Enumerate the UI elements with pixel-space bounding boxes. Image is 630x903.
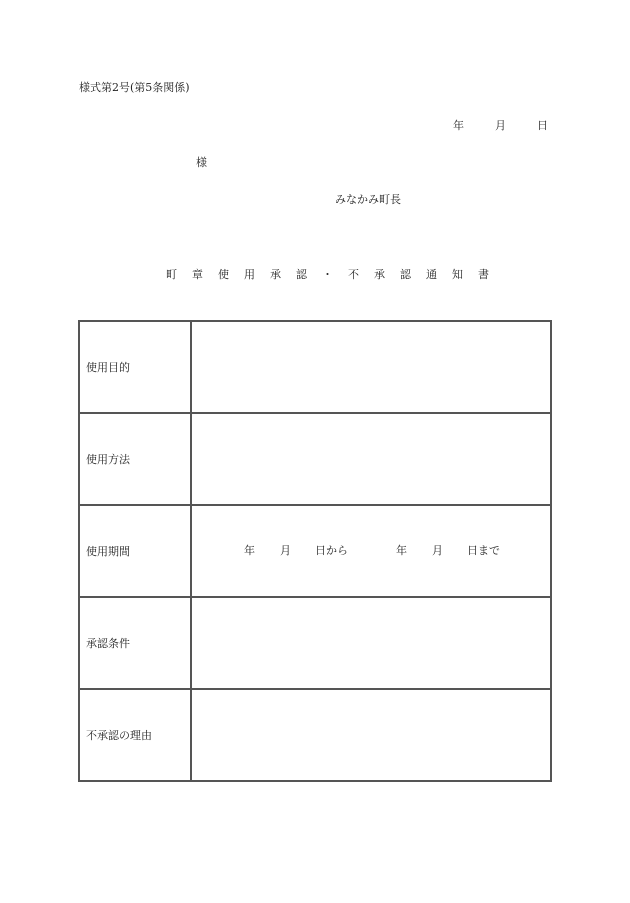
period-from-year: 年 [244, 544, 255, 557]
method-field[interactable] [191, 413, 551, 505]
title-char: 認 [296, 268, 307, 281]
table-row [79, 689, 551, 781]
table-row [79, 413, 551, 505]
period-field[interactable] [191, 505, 551, 597]
addressee-suffix: 様 [196, 156, 207, 169]
title-char: 不 [348, 268, 359, 281]
usage-form-table [78, 320, 552, 782]
period-range [192, 544, 550, 558]
period-to-day: 日まで [467, 544, 500, 557]
period-from-day: 日から [315, 544, 348, 557]
date-day: 日 [537, 119, 548, 132]
title-char: 書 [478, 268, 489, 281]
title-char: 章 [192, 268, 203, 281]
title-char: ・ [322, 268, 333, 281]
title-char: 町 [166, 268, 177, 281]
purpose-field[interactable] [191, 321, 551, 413]
title-char: 使 [218, 268, 229, 281]
issuer-name: みなかみ町長 [335, 193, 401, 206]
table-row [79, 505, 551, 597]
document-title [166, 268, 489, 282]
form-number: 様式第2号(第5条関係) [79, 81, 190, 94]
period-to-month: 月 [432, 544, 443, 557]
period-label: 使用期間 [79, 505, 191, 597]
rejection-reason-label: 不承認の理由 [79, 689, 191, 781]
rejection-reason-field[interactable] [191, 689, 551, 781]
period-to-year: 年 [396, 544, 407, 557]
conditions-label: 承認条件 [79, 597, 191, 689]
period-from-month: 月 [280, 544, 291, 557]
title-char: 認 [400, 268, 411, 281]
title-char: 用 [244, 268, 255, 281]
title-char: 承 [270, 268, 281, 281]
date-line [453, 119, 548, 133]
table-row [79, 321, 551, 413]
title-char: 承 [374, 268, 385, 281]
title-char: 通 [426, 268, 437, 281]
date-year: 年 [453, 119, 464, 132]
date-month: 月 [495, 119, 506, 132]
purpose-label: 使用目的 [79, 321, 191, 413]
title-char: 知 [452, 268, 463, 281]
conditions-field[interactable] [191, 597, 551, 689]
table-row [79, 597, 551, 689]
method-label: 使用方法 [79, 413, 191, 505]
